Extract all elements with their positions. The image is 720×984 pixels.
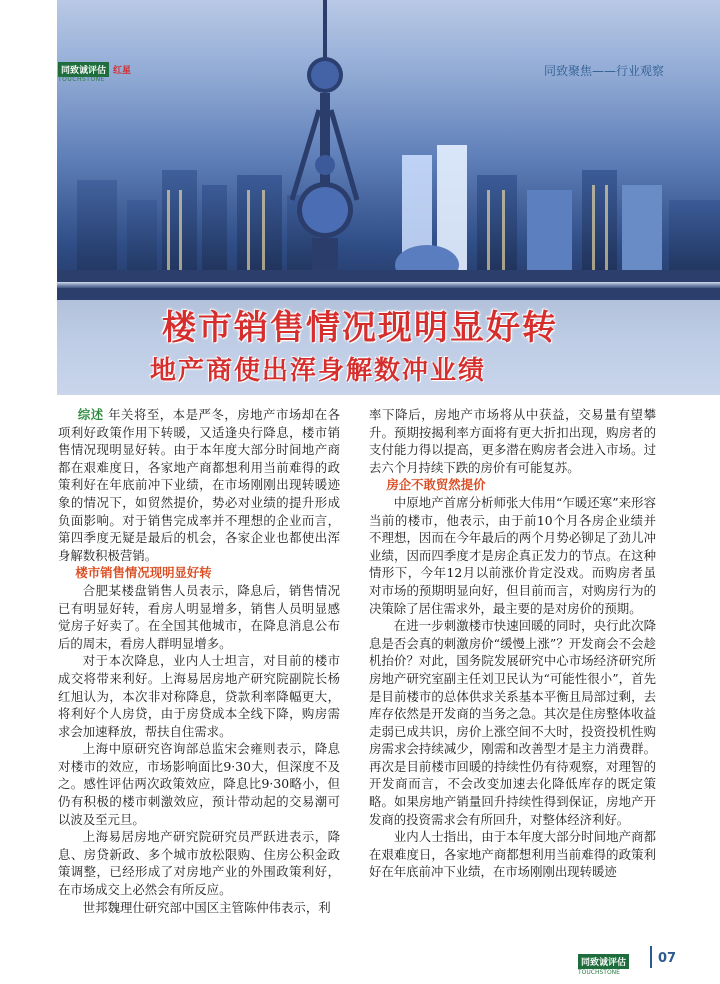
- paragraph: 对于本次降息，业内人士坦言，对目前的楼市成交将带来利好。上海易居房地产研究院副院长杨红旭认为，本次非对称降息，贷款利率降幅更大，将利好个人房贷，由于房贷成本全线下降，购房需求会加速释放，帮扶自住需求。: [58, 653, 340, 739]
- section-heading: 楼市销售情况现明显好转: [75, 565, 212, 581]
- page-number-divider: [650, 946, 652, 968]
- brand-sub: TOUCHSTONE: [58, 76, 105, 83]
- summary-keyword: 综述: [77, 407, 104, 422]
- article-subtitle: 地产商使出浑身解数冲业绩: [150, 356, 487, 386]
- paragraph: 上海中原研究咨询部总监宋会雍则表示，降息对楼市的效应，市场影响面比9·30大，但深度不及之。感性评估两次政策效应，降息比9·30略小，但仍有积极的楼市刺激效应，预计带动起的交易潮可以波及至元旦。: [58, 741, 340, 827]
- footer-brand-sub: TOUCHSTONE: [578, 969, 620, 976]
- paragraph: 世邦魏理仕研究部中国区主管陈仲伟表示，利: [82, 899, 331, 915]
- header-brand-logo: [58, 62, 132, 83]
- brand-name: 同致诚评估: [58, 62, 109, 77]
- paragraph: 在进一步刺激楼市快速回暖的同时，央行此次降息是否会真的刺激房价“缓慢上涨”？开发商会不会趁机抬价？对此，国务院发展研究中心市场经济研究所房地产研究室副主任刘卫民认为“可能性很小”，首先是目前楼市的总体供求关系基本平衡且局部过剩，去库存依然是开发商的当务之急。其次是住房整体收益走弱已成共识，房价上涨空间不大时，投资投机性购房需求会持续减少，刚需和改善型才是主力消费群。再次是目前楼市回暖的持续性仍有待观察，对理智的开发商而言，不会改变加速去化降低库存的既定策略。如果房地产销量回升持续性得到保证，房地产开发商的投资需求会有所回升，对整体经济利好。: [369, 618, 656, 827]
- partner-logo: 红星: [113, 66, 132, 76]
- page-number: 07: [658, 951, 677, 966]
- paragraph: 率下降后，房地产市场将从中获益，交易量有望攀升。预期按揭利率方面将有更大折扣出现，购房者的支付能力得以提高，更多潜在购房者会进入市场。过去六个月持续下跌的房价有可能复苏。: [369, 407, 656, 475]
- left-column: [58, 406, 340, 916]
- paragraph: 中原地产首席分析师张大伟用“乍暖还寒”来形容当前的楼市，他表示，由于前10个月各房企业绩并不理想，因而在今年最后的两个月势必铆足了劲儿冲业绩，因而四季度才是房企真正发力的节点。在这种情形下，今年12月以前涨价肯定没戏。而购房者虽对市场的预期明显向好，但目前而言，对购房行为的决策除了居住需求外，最主要的是对房价的预期。: [369, 494, 656, 616]
- right-column: [369, 406, 656, 881]
- paragraph: 业内人士指出，由于本年度大部分时间地产商都在艰难度日，各家地产商都想利用当前难得的政策利好在年底前冲下业绩，在市场刚刚出现转暖迹: [369, 829, 656, 880]
- paragraph: 上海易居房地产研究院研究员严跃进表示，降息、房贷新政、多个城市放松限购、住房公积金政策调整，已经形成了对房地产业的外围政策利好，在市场成交上必然会有所反应。: [58, 829, 340, 898]
- footer-brand-logo: [578, 950, 629, 976]
- paragraph: 合肥某楼盘销售人员表示，降息后，销售情况已有明显好转，看房人明显增多，销售人员明显感觉房子好卖了。在全国其他城市，在降息消息公布后的周末，看房人群明显增多。: [58, 582, 340, 651]
- paragraph-text: 年关将至，本是严冬，房地产市场却在各项利好政策作用下转暖，又适逢央行降息，楼市销售情况现明显好转。由于本年度大部分时间地产商都在艰难度日，各家地产商都想利用当前难得的政策利好在年底前冲下业绩，在市场刚刚出现转暖迹象的情况下，如贸然提价，势必对业绩的提升形成负面影响。对于销售完成率并不理想的企业而言，第四季度无疑是最后的机会，各家企业也都使出浑身解数积极营销。: [58, 407, 341, 563]
- footer-brand-name: 同致诚评估: [578, 954, 629, 969]
- section-tag: 同致聚焦——行业观察: [543, 64, 664, 78]
- article-title: 楼市销售情况现明显好转: [162, 308, 558, 348]
- section-heading: 房企不敢贸然提价: [386, 477, 486, 493]
- paragraph: [58, 406, 340, 564]
